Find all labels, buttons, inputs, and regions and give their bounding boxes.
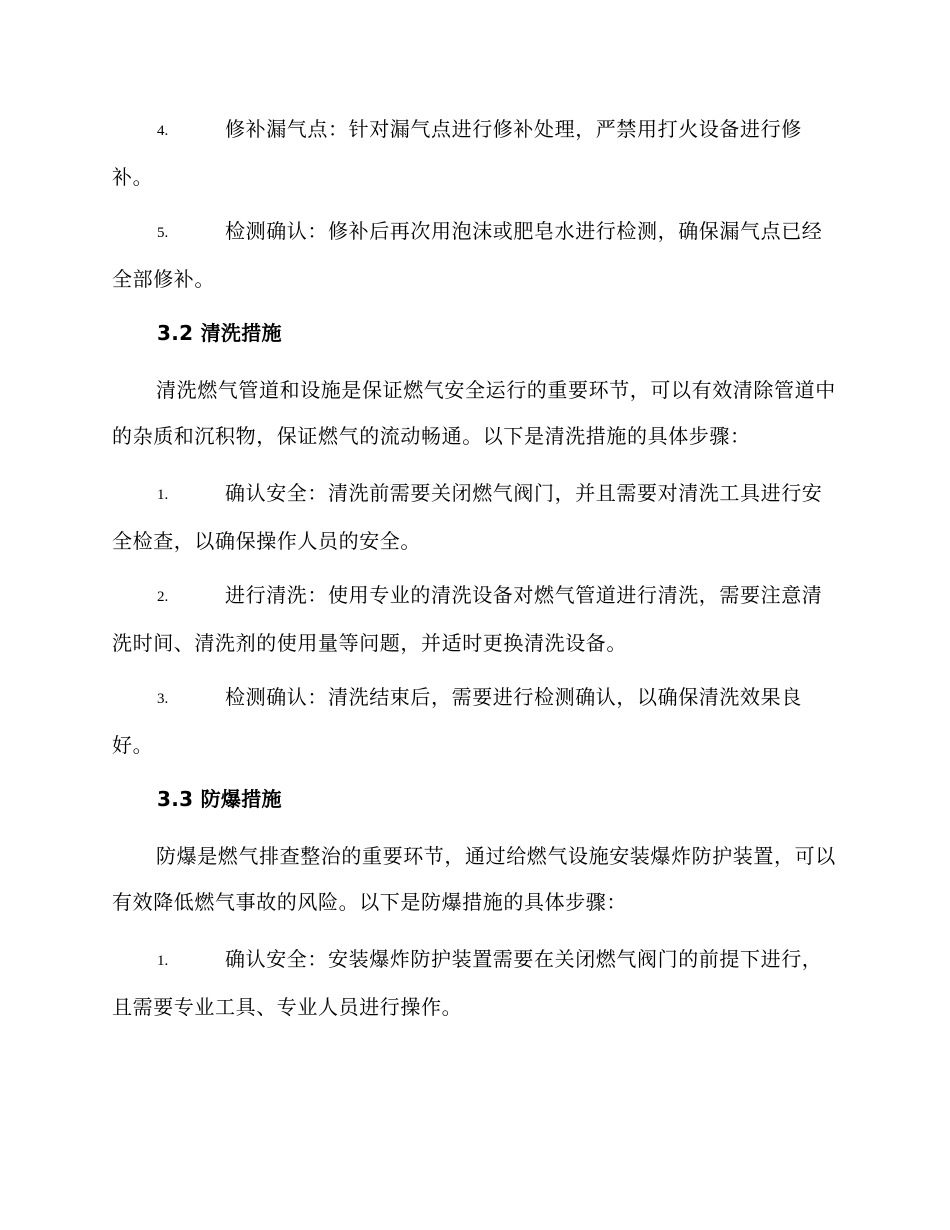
paragraph: 清洗燃气管道和设施是保证燃气安全运行的重要环节，可以有效清除管道中的杂质和沉积物，保证燃气的流动畅通。以下是清洗措施的具体步骤： <box>112 378 836 448</box>
list-number: 5. <box>157 225 169 241</box>
paragraph: 防爆是燃气排查整治的重要环节，通过给燃气设施安装爆炸防护装置，可以有效降低燃气事故的风险。以下是防爆措施的具体步骤： <box>112 844 836 914</box>
list-text: 确认安全：安装爆炸防护装置需要在关闭燃气阀门的前提下进行，且需要专业工具、专业人员进行操作。 <box>112 947 823 1019</box>
list-item <box>112 572 836 666</box>
list-number: 4. <box>157 123 169 139</box>
list-item <box>112 936 836 1030</box>
list-text: 确认安全：清洗前需要关闭燃气阀门，并且需要对清洗工具进行安全检查，以确保操作人员的安全。 <box>112 481 823 553</box>
list-item <box>112 674 836 768</box>
section-heading: 3.2 清洗措施 <box>157 321 282 345</box>
list-text: 检测确认：清洗结束后，需要进行检测确认，以确保清洗效果良好。 <box>112 685 802 757</box>
list-number: 1. <box>157 953 169 969</box>
list-number: 2. <box>157 589 169 605</box>
list-text: 修补漏气点：针对漏气点进行修补处理，严禁用打火设备进行修补。 <box>112 117 802 189</box>
list-item <box>112 208 836 302</box>
list-item <box>112 470 836 564</box>
list-item <box>112 106 836 200</box>
list-text: 进行清洗：使用专业的清洗设备对燃气管道进行清洗，需要注意清洗时间、清洗剂的使用量等问题，并适时更换清洗设备。 <box>112 583 823 655</box>
section-heading: 3.3 防爆措施 <box>157 787 282 811</box>
list-number: 3. <box>157 691 169 707</box>
list-text: 检测确认：修补后再次用泡沫或肥皂水进行检测，确保漏气点已经全部修补。 <box>112 219 823 291</box>
list-number: 1. <box>157 487 169 503</box>
